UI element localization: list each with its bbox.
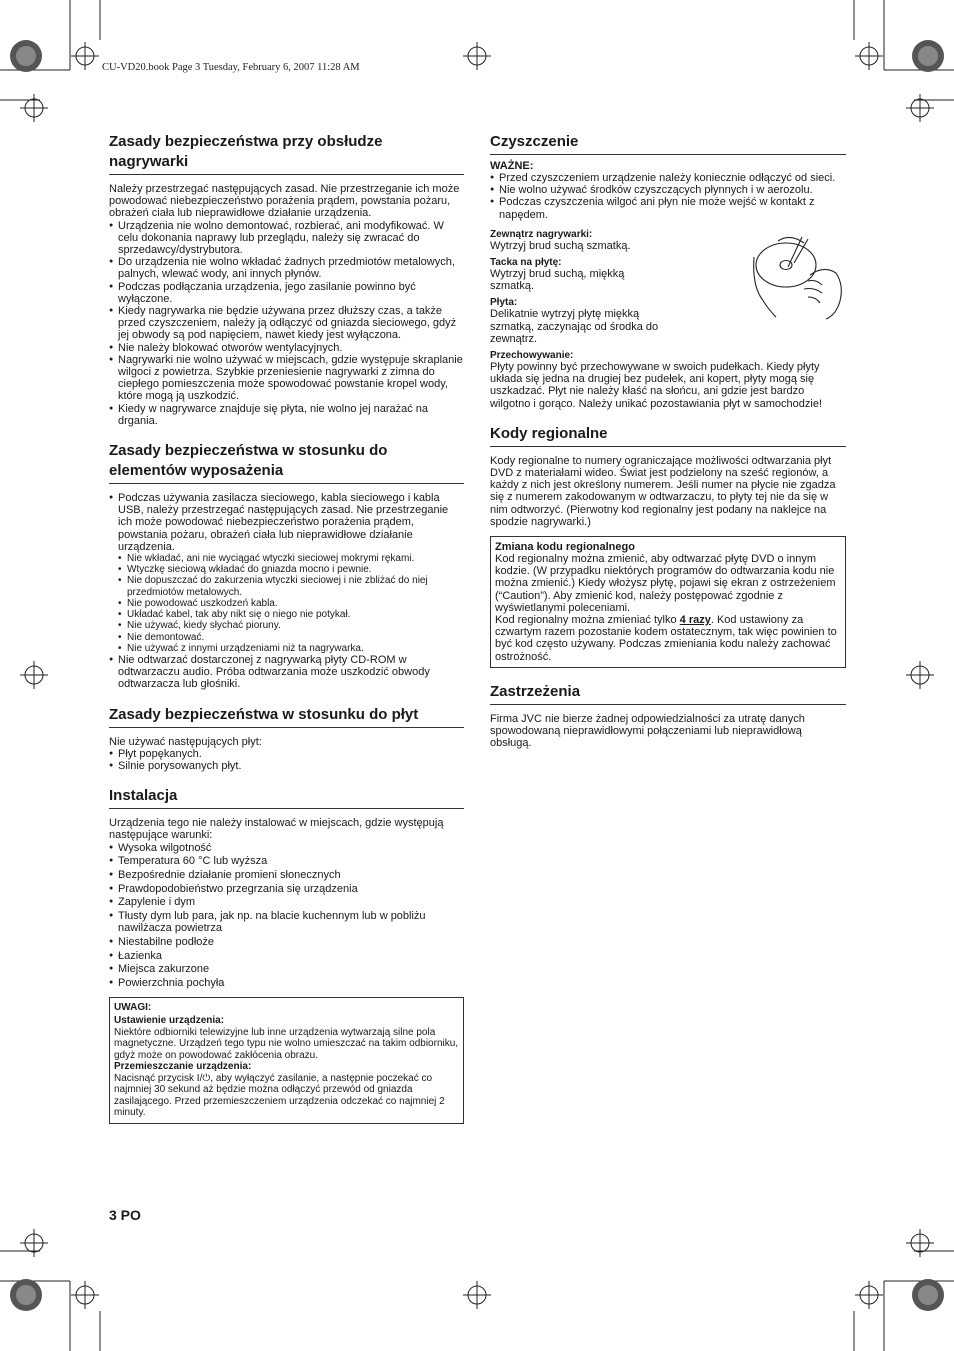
change-limit-highlight: 4 razy: [679, 614, 711, 627]
list-item: ● Wysoka wilgotność: [109, 842, 464, 854]
outside-text: Wytrzyj brud suchą szmatką.: [490, 239, 631, 252]
notes-subtitle: Przemieszczanie urządzenia:: [114, 1061, 252, 1073]
list-item: • Nie demontować.: [109, 632, 464, 643]
list-item: ● Niestabilne podłoże: [109, 936, 464, 948]
notes-subtitle: Ustawienie urządzenia:: [114, 1015, 225, 1027]
paragraph: Należy przestrzegać następujących zasad. Nie przestrzeganie ich może powodować niebezpieczeństwo porażenia prądem, powstania pożaru, obrażeń ciała lub nieprawidłowe działanie urządzenia.: [109, 183, 460, 220]
list-item: ● Zapylenie i dym: [109, 896, 464, 908]
cleaning-details: [490, 229, 846, 410]
sub-list: [109, 553, 464, 654]
page-number: 3 PO: [109, 1207, 141, 1223]
list-item: ● Podczas używania zasilacza sieciowego, kabla sieciowego i kabla USB, należy przestrzegać następujących zasad. Nie przestrzeganie ich może powodować niebezpieczeństwo porażenia prądem, powstania pożaru, obrażeń ciała lub nieprawidłowe działanie urządzenia.: [109, 492, 464, 553]
section-cleaning: [490, 132, 846, 410]
tray-label: Tacka na płytę:: [490, 257, 562, 269]
section-title: Instalacja: [109, 786, 464, 809]
text-fragment: . Kod ustawiony za czwartym razem pozostanie kodem ostatecznym, tak więc powinien to być kod często używany. Podczas zmieniania kodu należy zachować ostrożność.: [495, 614, 837, 663]
section-title: Zasady bezpieczeństwa w stosunku do elementów wyposażenia: [109, 441, 464, 484]
section-title: Kody regionalne: [490, 424, 846, 447]
list-item: • Nie używać z innymi urządzeniami niż ta nagrywarka.: [109, 643, 464, 654]
bullet-list: [109, 842, 464, 990]
region-change-box: [490, 536, 846, 668]
list-item: ● Nie wolno używać środków czyszczących płynnych i w aerozolu.: [490, 184, 846, 196]
list-item: • Układać kabel, tak aby nikt się o niego nie potykał.: [109, 609, 464, 620]
section-title: Czyszczenie: [490, 132, 846, 155]
list-item: ● Łazienka: [109, 950, 464, 962]
file-info-header: CU-VD20.book Page 3 Tuesday, February 6, 2007 11:28 AM: [102, 62, 360, 73]
box-title: Zmiana kodu regionalnego: [495, 541, 635, 554]
list-item: • Nie powodować uszkodzeń kabla.: [109, 598, 464, 609]
list-item: ● Prawdopodobieństwo przegrzania się urządzenia: [109, 883, 464, 895]
list-item: ● Powierzchnia pochyła: [109, 977, 464, 989]
list-item: • Nie dopuszczać do zakurzenia wtyczki sieciowej i nie zbliżać do niej przedmiotów metalowych.: [109, 575, 464, 597]
list-item: ● Do urządzenia nie wolno wkładać żadnych przedmiotów metalowych, palnych, wlewać wody, ani innych płynów.: [109, 256, 464, 280]
list-item: ● Nie odtwarzać dostarczonej z nagrywarką płyty CD-ROM w odtwarzaczu audio. Próba odtwarzania może uszkodzić obwody odtwarzacza lub głośniki.: [109, 654, 464, 691]
list-item: ● Miejsca zakurzone: [109, 963, 464, 975]
notes-box: [109, 997, 464, 1124]
list-item: ● Temperatura 60 °C lub wyższa: [109, 855, 464, 867]
list-item: ● Przed czyszczeniem urządzenie należy koniecznie odłączyć od sieci.: [490, 172, 846, 184]
paragraph: Kody regionalne to numery ograniczające możliwości odtwarzania płyt DVD z materiałami wideo. Świat jest podzielony na sześć regionów, a każdy z nich jest określony numerem. Jeśli numer na płycie nie zgadza się z numerem zakodowanym w odtwarzaczu, to płyty tej nie da się w nim odtworzyć. (Pierwotny kod regionalny jest podany na naklejce na spodzie nagrywarki.): [490, 454, 836, 528]
list-item: • Wtyczkę sieciową wkładać do gniazda mocno i pewnie.: [109, 564, 464, 575]
list-item: ● Kiedy w nagrywarce znajduje się płyta, nie wolno jej narażać na drgania.: [109, 403, 464, 427]
section-accessories-safety: [109, 441, 464, 690]
bullet-list: [109, 654, 464, 691]
list-item: ● Podczas czyszczenia wilgoć ani płyn nie może wejść w kontakt z napędem.: [490, 196, 846, 220]
list-item: ● Nie należy blokować otworów wentylacyjnych.: [109, 342, 464, 354]
section-recorder-safety: [109, 132, 464, 427]
section-title: Zasady bezpieczeństwa przy obsłudze nagrywarki: [109, 132, 464, 175]
bullet-list: [109, 748, 464, 772]
list-item: ● Tłusty dym lub para, jak np. na blacie kuchennym lub w pobliżu nawilżacza powietrza: [109, 910, 464, 934]
list-item: ● Kiedy nagrywarka nie będzie używana przez dłuższy czas, a także przed czyszczeniem, należy ją odłączyć od gniazda sieciowego, gdyż jej obwody są pod napięciem, nawet kiedy jest wyłączona.: [109, 305, 464, 342]
right-column: [490, 132, 846, 750]
section-installation: [109, 786, 464, 1124]
bullet-list: [490, 172, 846, 221]
disc-text: Delikatnie wytrzyj płytę miękką szmatką, zaczynając od środka do zewnątrz.: [490, 308, 659, 345]
list-item: ● Nagrywarki nie wolno używać w miejscach, gdzie występuje skraplanie wilgoci z powietrza. Szybkie przeniesienie nagrywarki z zimna do ciepłego pomieszczenia może spowodować powstanie kropel wody, które mogą ją uszkodzić.: [109, 354, 464, 403]
notes-text: Niektóre odbiorniki telewizyjne lub inne urządzenia wytwarzają silne pola magnetyczne. Urządzeń tego typu nie wolno umieszczać na takim odbiorniku, gdyż może on powodować zakłócenia obrazu.: [114, 1026, 459, 1061]
paragraph: Urządzenia tego nie należy instalować w miejscach, gdzie występują następujące warunki:: [109, 817, 444, 842]
box-text-limit: [495, 614, 841, 663]
section-disc-safety: [109, 705, 464, 773]
tray-text: Wytrzyj brud suchą, miękką szmatką.: [490, 268, 625, 293]
list-item: ● Silnie porysowanych płyt.: [109, 760, 464, 772]
section-title: Zastrzeżenia: [490, 682, 846, 705]
important-label: WAŻNE:: [490, 160, 534, 172]
bullet-list: [109, 220, 464, 427]
storage-label: Przechowywanie:: [490, 350, 574, 362]
notes-title: UWAGI:: [114, 1002, 152, 1014]
bullet-list: [109, 492, 464, 553]
section-region-codes: [490, 424, 846, 668]
disc-wiping-illustration: [750, 235, 846, 321]
list-item: ● Urządzenia nie wolno demontować, rozbierać, ani modyfikować. W celu dokonania naprawy lub przeglądu, należy się zwracać do sprzedawcy/dystrybutora.: [109, 220, 464, 257]
paragraph: Firma JVC nie bierze żadnej odpowiedzialności za utratę danych spowodowaną nieprawidłowymi połączeniami lub nieprawidłową obsługą.: [490, 712, 805, 750]
list-item: ● Podczas podłączania urządzenia, jego zasilanie powinno być wyłączone.: [109, 281, 464, 305]
outside-label: Zewnątrz nagrywarki:: [490, 228, 593, 240]
paragraph: Nie używać następujących płyt:: [109, 735, 262, 748]
text-fragment: Kod regionalny można zmieniać tylko: [495, 614, 680, 627]
storage-text: Płyty powinny być przechowywane w swoich pudełkach. Kiedy płyty układa się jedna na drugiej bez pudełek, ani kopert, płyty mogą się uszkadzać. Płyt nie należy kłaść na słońcu, ani gdzie jest bardzo wilgotno i gorąco. Należy unikać pozostawiania płyt w samochodzie!: [490, 361, 823, 410]
section-disclaimer: [490, 682, 846, 750]
notes-text: Nacisnąć przycisk I/⏻, aby wyłączyć zasilanie, a następnie poczekać co najmniej 30 sekund aż będzie można odłączyć przewód od gniazda zasilającego. Przed przemieszczeniem urządzenia odczekać co najmniej 2 minuty.: [114, 1072, 445, 1119]
box-text: Kod regionalny można zmienić, aby odtwarzać płytę DVD o innym kodzie. (W przypadku niektórych programów do odtwarzania kodu nie można zmienić.) Kiedy włożysz płytę, pojawi się ekran z ostrzeżeniem (“Caution”). Aby zmienić kod, należy postępować zgodnie z wyświetlanymi poleceniami.: [495, 553, 836, 614]
list-item: ● Bezpośrednie działanie promieni słonecznych: [109, 869, 464, 881]
section-title: Zasady bezpieczeństwa w stosunku do płyt: [109, 705, 464, 728]
list-item: ● Płyt popękanych.: [109, 748, 464, 760]
left-column: [109, 132, 464, 1124]
list-item: • Nie używać, kiedy słychać pioruny.: [109, 620, 464, 631]
disc-label: Płyta:: [490, 297, 518, 309]
list-item: • Nie wkładać, ani nie wyciągać wtyczki sieciowej mokrymi rękami.: [109, 553, 464, 564]
